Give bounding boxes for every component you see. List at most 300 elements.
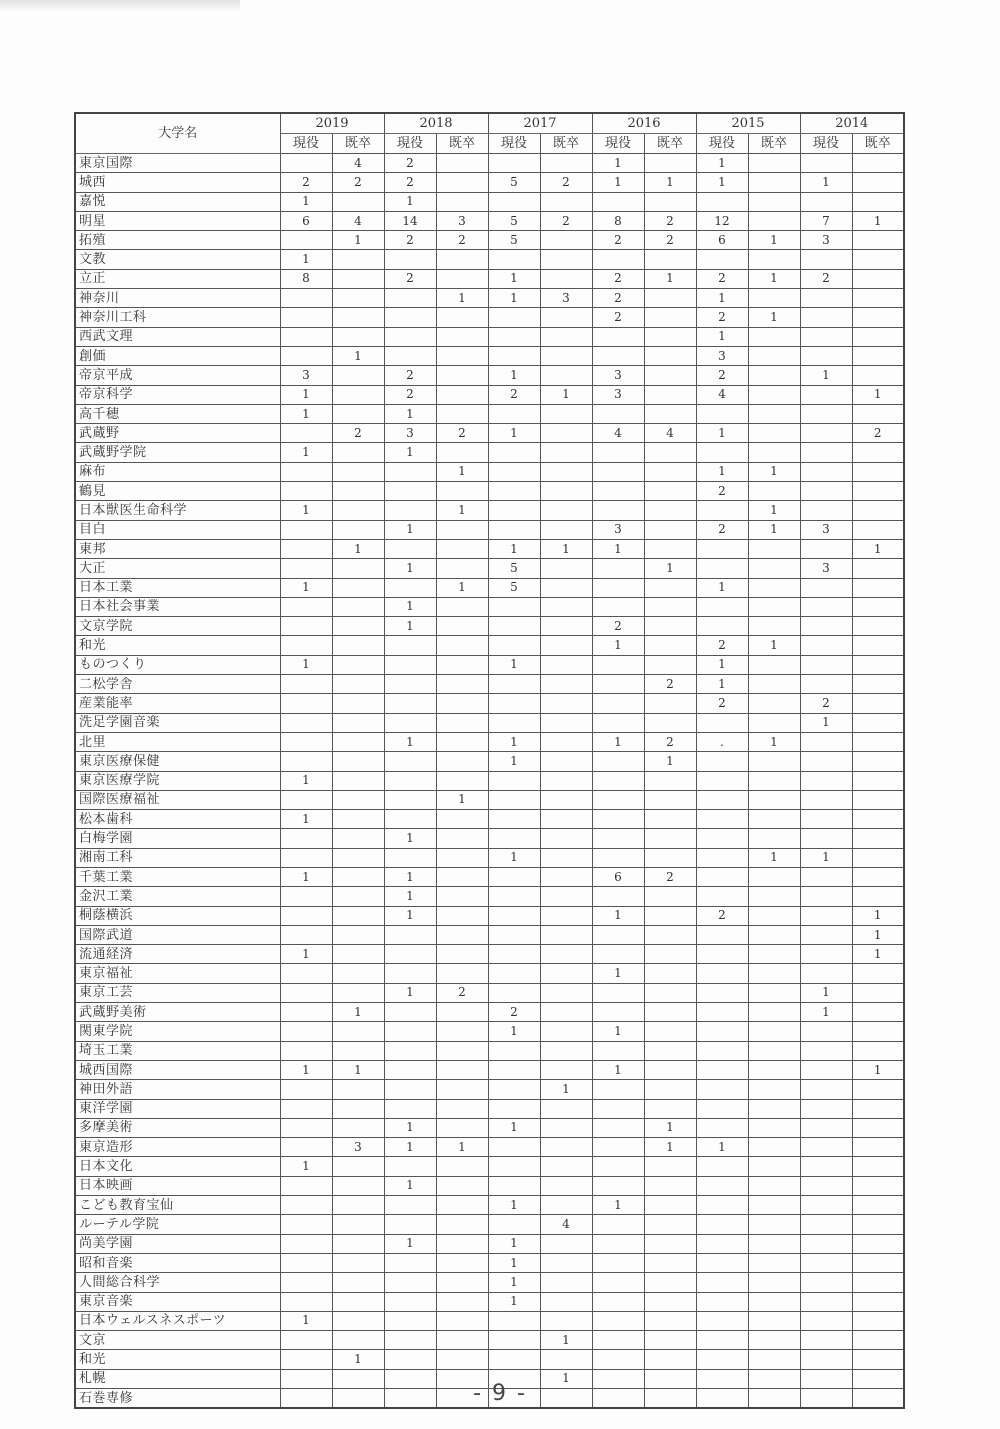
current-count-cell [696, 443, 748, 462]
graduate-count-cell [644, 1157, 696, 1176]
graduate-count-cell [540, 1157, 592, 1176]
university-name-cell: 産業能率 [75, 694, 280, 713]
current-count-cell [384, 1003, 436, 1022]
current-count-cell [488, 1350, 540, 1369]
graduate-count-cell [332, 462, 384, 481]
graduate-count-cell: 3 [436, 211, 488, 230]
current-count-cell [592, 1253, 644, 1272]
current-count-cell [280, 482, 332, 501]
graduate-count-cell [644, 1215, 696, 1234]
current-count-cell: 1 [384, 597, 436, 616]
graduate-count-cell [436, 1215, 488, 1234]
graduate-count-cell: 1 [644, 269, 696, 288]
current-count-cell [592, 443, 644, 462]
current-count-cell [384, 1350, 436, 1369]
current-count-cell: 1 [280, 192, 332, 211]
current-count-cell: 1 [592, 1022, 644, 1041]
graduate-count-cell [852, 1331, 904, 1350]
current-count-cell: 1 [696, 675, 748, 694]
current-count-cell [592, 346, 644, 365]
university-name-cell: 武蔵野美術 [75, 1003, 280, 1022]
graduate-count-cell [540, 1234, 592, 1253]
table-row [75, 231, 904, 250]
graduate-count-cell [436, 482, 488, 501]
current-count-cell [800, 501, 852, 520]
current-count-cell [488, 1041, 540, 1060]
graduate-header: 既卒 [332, 134, 384, 154]
graduate-count-cell [748, 346, 800, 365]
graduate-count-cell [540, 462, 592, 481]
graduate-count-cell [644, 250, 696, 269]
current-count-cell: 1 [696, 289, 748, 308]
graduate-count-cell [748, 829, 800, 848]
graduate-count-cell [332, 810, 384, 829]
graduate-count-cell [748, 1196, 800, 1215]
graduate-count-cell: 1 [540, 385, 592, 404]
graduate-count-cell [332, 636, 384, 655]
university-name-cell: 国際医療福祉 [75, 790, 280, 809]
graduate-count-cell [540, 404, 592, 423]
university-name-cell: 日本ウェルスネスポーツ [75, 1311, 280, 1330]
current-count-cell [488, 501, 540, 520]
graduate-count-cell [332, 1253, 384, 1272]
graduate-count-cell [436, 829, 488, 848]
current-count-cell: 1 [488, 269, 540, 288]
current-count-cell: 3 [280, 366, 332, 385]
current-count-cell [384, 346, 436, 365]
graduate-count-cell [852, 829, 904, 848]
current-count-cell [800, 1292, 852, 1311]
current-count-cell: 1 [696, 578, 748, 597]
current-count-cell [592, 597, 644, 616]
current-count-cell [280, 983, 332, 1002]
university-name-cell: ルーテル学院 [75, 1215, 280, 1234]
graduate-count-cell [332, 732, 384, 751]
table-row [75, 1138, 904, 1157]
university-name-cell: 日本工業 [75, 578, 280, 597]
current-count-cell: 1 [280, 250, 332, 269]
current-count-cell [592, 578, 644, 597]
graduate-count-cell [540, 231, 592, 250]
graduate-count-cell [332, 906, 384, 925]
graduate-count-cell [332, 964, 384, 983]
table-row [75, 636, 904, 655]
graduate-count-cell [332, 192, 384, 211]
table-row [75, 732, 904, 751]
current-count-cell [488, 1099, 540, 1118]
current-count-cell [696, 983, 748, 1002]
graduate-count-cell [748, 713, 800, 732]
graduate-count-cell [332, 675, 384, 694]
graduate-count-cell [644, 520, 696, 539]
current-count-cell [384, 945, 436, 964]
current-count-cell [696, 404, 748, 423]
current-count-cell [592, 1099, 644, 1118]
graduate-count-cell [748, 385, 800, 404]
university-name-cell: 神奈川 [75, 289, 280, 308]
graduate-count-cell [332, 1022, 384, 1041]
current-count-cell: 3 [800, 559, 852, 578]
current-count-cell [384, 1292, 436, 1311]
university-name-cell: 拓殖 [75, 231, 280, 250]
current-count-cell: 2 [696, 694, 748, 713]
graduate-count-cell [332, 443, 384, 462]
graduate-count-cell: 2 [644, 231, 696, 250]
graduate-count-cell [748, 655, 800, 674]
current-count-cell [384, 289, 436, 308]
current-count-cell: 6 [696, 231, 748, 250]
current-count-cell [800, 385, 852, 404]
graduate-count-cell [644, 1099, 696, 1118]
graduate-count-cell [332, 289, 384, 308]
current-count-cell: 1 [280, 443, 332, 462]
current-count-cell [696, 1234, 748, 1253]
table-row [75, 1157, 904, 1176]
university-name-cell: 洗足学園音楽 [75, 713, 280, 732]
graduate-count-cell [852, 1196, 904, 1215]
current-count-cell: 1 [384, 1176, 436, 1195]
graduate-count-cell [332, 269, 384, 288]
graduate-count-cell [852, 346, 904, 365]
current-count-cell [800, 404, 852, 423]
current-count-cell [384, 1157, 436, 1176]
graduate-count-cell [436, 694, 488, 713]
graduate-header: 既卒 [436, 134, 488, 154]
graduate-count-cell [748, 925, 800, 944]
graduate-count-cell [852, 308, 904, 327]
graduate-count-cell: 2 [332, 424, 384, 443]
current-count-cell [592, 829, 644, 848]
graduate-count-cell: 1 [540, 1080, 592, 1099]
current-count-cell: 1 [280, 385, 332, 404]
graduate-count-cell [332, 1118, 384, 1137]
graduate-count-cell [644, 1196, 696, 1215]
current-count-cell [800, 1176, 852, 1195]
graduate-count-cell [436, 964, 488, 983]
graduate-count-cell [436, 752, 488, 771]
graduate-count-cell [436, 404, 488, 423]
current-count-cell [592, 1118, 644, 1137]
current-count-cell [280, 1273, 332, 1292]
graduate-count-cell [644, 404, 696, 423]
current-count-cell: 5 [488, 231, 540, 250]
graduate-count-cell [748, 597, 800, 616]
graduate-count-cell [540, 1099, 592, 1118]
graduate-count-cell [332, 597, 384, 616]
graduate-count-cell [332, 925, 384, 944]
graduate-count-cell [852, 983, 904, 1002]
graduate-count-cell [540, 1003, 592, 1022]
current-count-cell [800, 154, 852, 173]
university-name-cell: 東京医療保健 [75, 752, 280, 771]
table-row [75, 1176, 904, 1195]
graduate-count-cell [540, 964, 592, 983]
table-row [75, 482, 904, 501]
graduate-count-cell [644, 597, 696, 616]
current-count-cell: 6 [592, 867, 644, 886]
current-count-cell [800, 867, 852, 886]
graduate-count-cell [540, 443, 592, 462]
graduate-count-cell [436, 1118, 488, 1137]
current-count-cell [800, 1099, 852, 1118]
current-count-cell: 1 [696, 327, 748, 346]
graduate-count-cell [540, 501, 592, 520]
current-count-cell: 2 [384, 173, 436, 192]
current-count-cell: 1 [384, 1234, 436, 1253]
university-name-cell: 東京医療学院 [75, 771, 280, 790]
current-count-cell [592, 771, 644, 790]
graduate-count-cell: 1 [852, 1060, 904, 1079]
university-name-cell: 日本社会事業 [75, 597, 280, 616]
graduate-count-cell [852, 1118, 904, 1137]
table-row [75, 462, 904, 481]
graduate-count-cell: 3 [332, 1138, 384, 1157]
current-count-cell [384, 539, 436, 558]
current-count-cell [696, 752, 748, 771]
university-name-cell: 東京音楽 [75, 1292, 280, 1311]
table-row [75, 1080, 904, 1099]
graduate-count-cell: 2 [540, 173, 592, 192]
table-row [75, 1273, 904, 1292]
current-count-cell [592, 1157, 644, 1176]
current-count-cell [280, 887, 332, 906]
current-count-cell: 5 [488, 559, 540, 578]
graduate-count-cell [748, 1176, 800, 1195]
current-count-cell: 1 [592, 636, 644, 655]
graduate-count-cell [436, 887, 488, 906]
current-count-cell [488, 1080, 540, 1099]
graduate-count-cell [852, 192, 904, 211]
table-row [75, 424, 904, 443]
graduate-count-cell [540, 520, 592, 539]
graduate-count-cell [748, 1060, 800, 1079]
graduate-count-cell [644, 617, 696, 636]
table-row [75, 617, 904, 636]
graduate-count-cell [436, 848, 488, 867]
university-name-cell: 文京学院 [75, 617, 280, 636]
current-count-cell [800, 346, 852, 365]
university-name-cell: 札幌 [75, 1369, 280, 1388]
graduate-count-cell [852, 1176, 904, 1195]
current-count-cell: 2 [696, 308, 748, 327]
current-count-cell: 3 [800, 520, 852, 539]
current-count-cell [800, 617, 852, 636]
graduate-count-cell [852, 1292, 904, 1311]
current-count-cell [592, 675, 644, 694]
university-name-cell: 湘南工科 [75, 848, 280, 867]
graduate-count-cell [644, 829, 696, 848]
graduate-count-cell [540, 713, 592, 732]
graduate-count-cell [436, 945, 488, 964]
current-count-cell: 4 [592, 424, 644, 443]
graduate-count-cell [852, 636, 904, 655]
graduate-count-cell [852, 462, 904, 481]
current-count-cell [800, 250, 852, 269]
graduate-count-cell [748, 867, 800, 886]
graduate-count-cell [436, 713, 488, 732]
current-count-cell [800, 906, 852, 925]
current-count-cell: 1 [384, 829, 436, 848]
graduate-count-cell [644, 983, 696, 1002]
graduate-count-cell [436, 867, 488, 886]
graduate-count-cell [332, 1196, 384, 1215]
current-count-cell [592, 887, 644, 906]
graduate-count-cell [540, 983, 592, 1002]
graduate-count-cell [748, 578, 800, 597]
graduate-count-cell [332, 1311, 384, 1330]
graduate-count-cell [852, 289, 904, 308]
current-count-cell [800, 829, 852, 848]
graduate-count-cell [748, 327, 800, 346]
current-count-cell: 1 [696, 173, 748, 192]
university-name-cell: 東京国際 [75, 154, 280, 173]
graduate-count-cell [644, 1311, 696, 1330]
graduate-count-cell [644, 810, 696, 829]
current-count-cell [696, 925, 748, 944]
table-row [75, 1041, 904, 1060]
current-count-cell [800, 539, 852, 558]
graduate-count-cell [436, 906, 488, 925]
current-count-cell [800, 424, 852, 443]
current-count-cell [592, 945, 644, 964]
university-name-cell: 人間総合科学 [75, 1273, 280, 1292]
current-count-cell [592, 1273, 644, 1292]
current-count-cell [384, 675, 436, 694]
current-count-cell: 2 [384, 385, 436, 404]
current-count-cell [800, 578, 852, 597]
graduate-count-cell [852, 482, 904, 501]
current-count-cell [488, 1176, 540, 1195]
graduate-count-cell [852, 231, 904, 250]
graduate-count-cell [436, 771, 488, 790]
graduate-count-cell: 4 [332, 211, 384, 230]
current-count-cell [488, 154, 540, 173]
graduate-count-cell [852, 366, 904, 385]
current-count-cell: 2 [592, 269, 644, 288]
current-count-cell: 1 [384, 1118, 436, 1137]
university-name-cell: ものつくり [75, 655, 280, 674]
current-count-cell: 2 [696, 636, 748, 655]
graduate-count-cell [540, 675, 592, 694]
table-row [75, 250, 904, 269]
table-row [75, 1350, 904, 1369]
current-count-cell: 1 [280, 867, 332, 886]
graduate-count-cell [436, 173, 488, 192]
current-count-cell: 1 [280, 1060, 332, 1079]
graduate-count-cell [644, 366, 696, 385]
graduate-count-cell: 1 [644, 559, 696, 578]
graduate-count-cell [436, 308, 488, 327]
current-count-cell: 1 [696, 154, 748, 173]
current-count-cell [800, 597, 852, 616]
current-count-cell [280, 752, 332, 771]
current-count-cell [800, 1022, 852, 1041]
current-count-cell [280, 1253, 332, 1272]
graduate-count-cell: 1 [748, 462, 800, 481]
current-count-cell [696, 1022, 748, 1041]
university-name-cell: 西武文理 [75, 327, 280, 346]
current-count-cell [696, 713, 748, 732]
graduate-count-cell [644, 1350, 696, 1369]
table-row [75, 906, 904, 925]
current-count-cell [800, 790, 852, 809]
current-count-cell: 1 [800, 713, 852, 732]
university-name-cell: 東京福祉 [75, 964, 280, 983]
university-name-cell: 国際武道 [75, 925, 280, 944]
graduate-count-cell [540, 1176, 592, 1195]
graduate-count-cell [436, 732, 488, 751]
graduate-count-cell [852, 173, 904, 192]
table-row [75, 597, 904, 616]
current-count-cell: 2 [696, 520, 748, 539]
table-row [75, 404, 904, 423]
current-count-cell [592, 1234, 644, 1253]
current-count-cell [488, 694, 540, 713]
current-count-cell [696, 192, 748, 211]
current-count-cell [696, 1003, 748, 1022]
graduate-count-cell [436, 1176, 488, 1195]
current-count-cell [800, 1118, 852, 1137]
graduate-count-cell [436, 250, 488, 269]
graduate-count-cell [332, 501, 384, 520]
graduate-count-cell [748, 1099, 800, 1118]
graduate-count-cell [852, 327, 904, 346]
graduate-count-cell: 1 [332, 539, 384, 558]
university-name-cell: 目白 [75, 520, 280, 539]
graduate-count-cell [644, 443, 696, 462]
graduate-count-cell [436, 1060, 488, 1079]
current-count-cell [696, 1196, 748, 1215]
university-name-cell: 埼玉工業 [75, 1041, 280, 1060]
current-count-cell [800, 1157, 852, 1176]
current-count-cell [488, 1215, 540, 1234]
current-count-cell [800, 1253, 852, 1272]
table-row [75, 520, 904, 539]
current-count-cell [280, 1215, 332, 1234]
graduate-count-cell [644, 462, 696, 481]
current-count-cell [384, 1331, 436, 1350]
graduate-count-cell [540, 867, 592, 886]
current-count-cell [280, 154, 332, 173]
graduate-count-cell [748, 1157, 800, 1176]
graduate-count-cell [852, 848, 904, 867]
graduate-count-cell [644, 1022, 696, 1041]
university-name-cell: 東京工芸 [75, 983, 280, 1002]
graduate-count-cell: 1 [540, 539, 592, 558]
current-count-cell [488, 1138, 540, 1157]
graduate-count-cell [436, 1292, 488, 1311]
table-row [75, 443, 904, 462]
graduate-count-cell [332, 578, 384, 597]
table-row [75, 385, 904, 404]
current-count-cell: 2 [800, 269, 852, 288]
graduate-count-cell: 1 [540, 1331, 592, 1350]
graduate-count-cell [644, 1080, 696, 1099]
current-count-cell: 1 [592, 173, 644, 192]
current-count-cell [592, 983, 644, 1002]
current-count-cell [592, 655, 644, 674]
graduate-count-cell [540, 578, 592, 597]
graduate-count-cell: 1 [332, 1350, 384, 1369]
graduate-count-cell: 1 [748, 269, 800, 288]
current-count-cell [280, 1176, 332, 1195]
current-count-cell [592, 327, 644, 346]
graduate-count-cell [332, 790, 384, 809]
graduate-count-cell [748, 482, 800, 501]
graduate-count-cell: 1 [852, 385, 904, 404]
current-count-cell [384, 327, 436, 346]
graduate-count-cell: 1 [748, 231, 800, 250]
